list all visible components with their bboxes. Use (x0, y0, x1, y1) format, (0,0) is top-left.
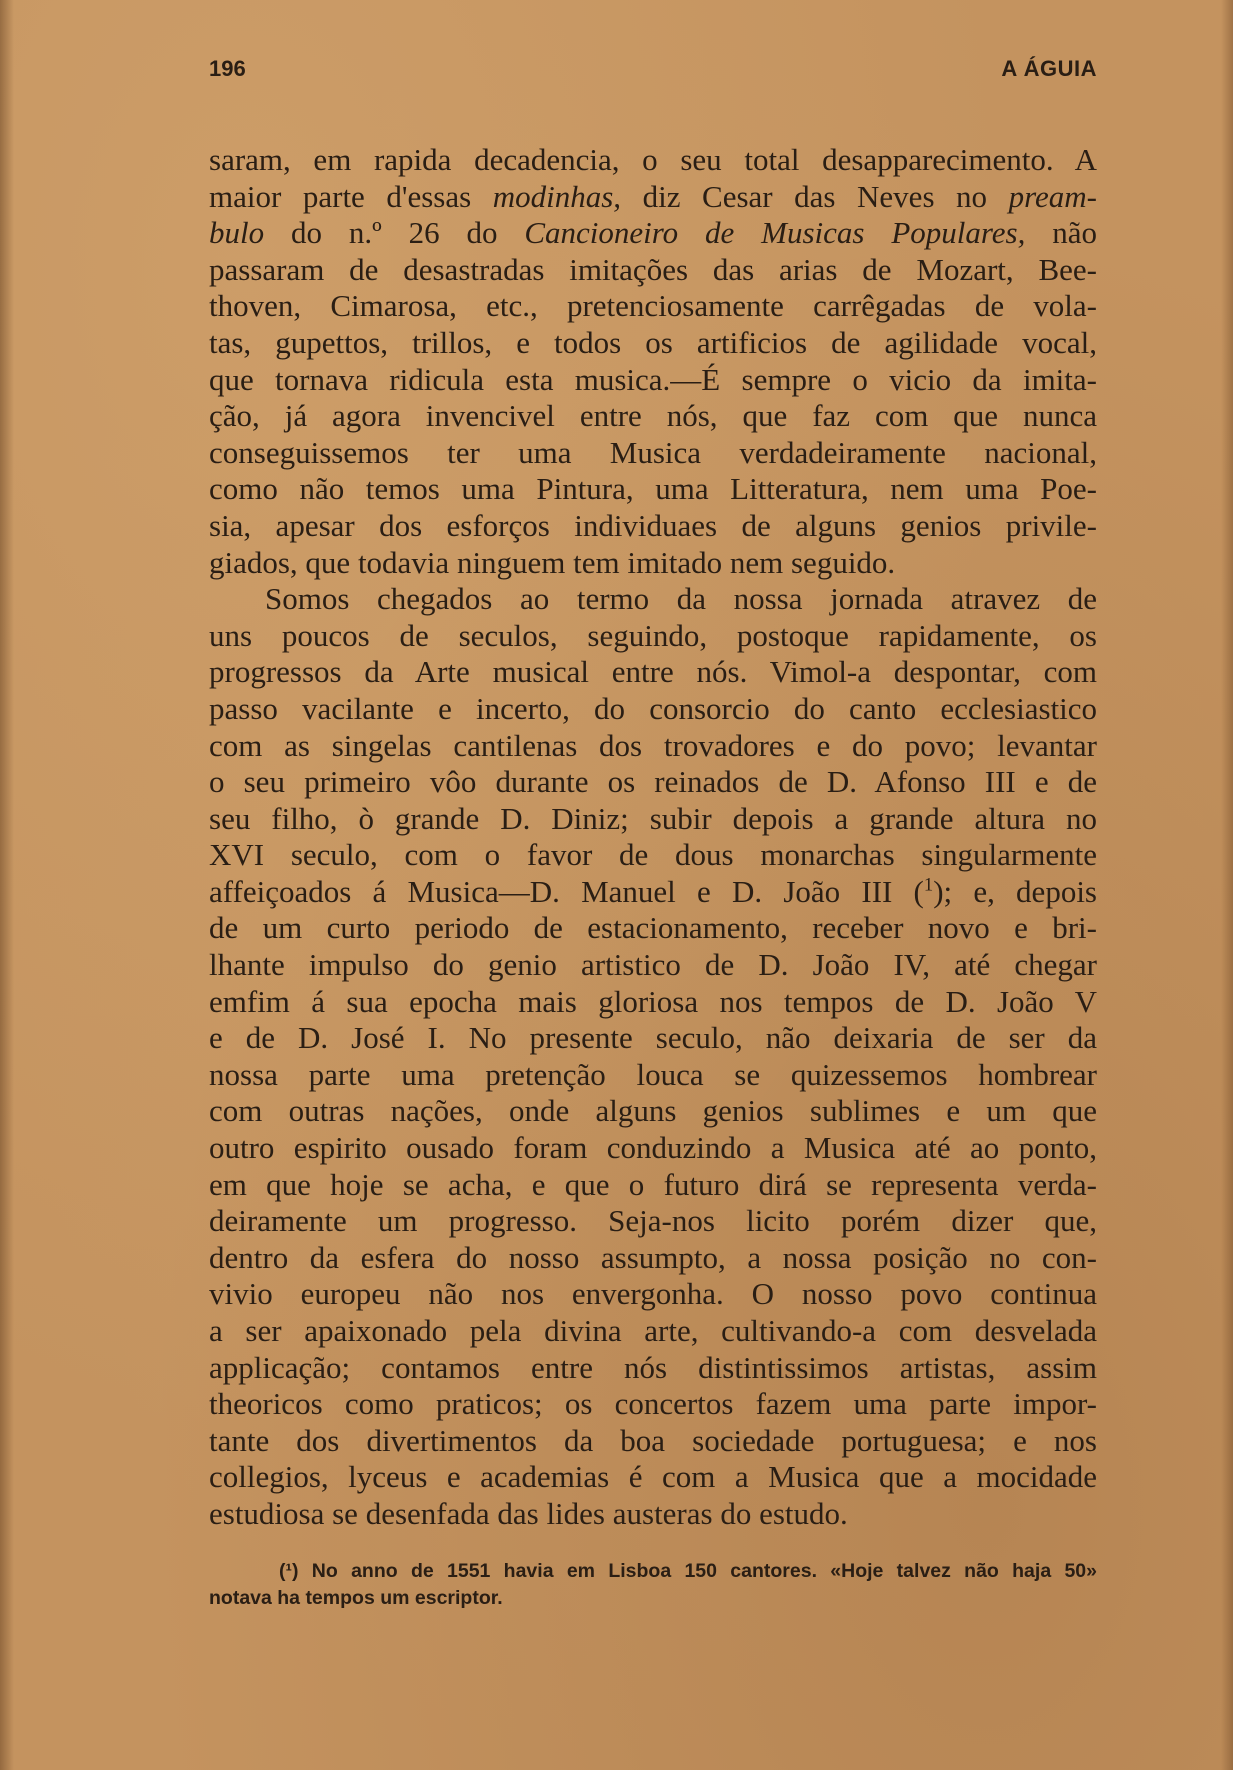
text-line: deiramente um progresso. Seja-nos licito porém dizer que, (209, 1203, 1097, 1239)
text-line: progressos da Arte musical entre nós. Vimol-a despontar, com (209, 654, 1097, 690)
text-line: bulo do n.º 26 do Cancioneiro de Musicas Populares, não (209, 215, 1097, 251)
text-line: collegios, lyceus e academias é com a Musica que a mocidade (209, 1459, 1097, 1495)
footnote-line: notava ha tempos um escriptor. (209, 1587, 503, 1609)
text-line: tante dos divertimentos da boa sociedade portuguesa; e nos (209, 1422, 1097, 1458)
text-line: sia, apesar dos esforços individuaes de alguns genios privile- (209, 507, 1097, 543)
text-line: passo vacilante e incerto, do consorcio do canto ecclesiastico (209, 690, 1097, 726)
page-edge-shadow-right (1221, 0, 1233, 1770)
text-line: com outras nações, onde alguns genios sublimes e um que (209, 1093, 1097, 1129)
footnote-reference: 1 (923, 874, 934, 896)
text-line: dentro da esfera do nosso assumpto, a nossa posição no con- (209, 1239, 1097, 1275)
text-line: de um curto periodo de estacionamento, receber novo e bri- (209, 910, 1097, 946)
text-line: como não temos uma Pintura, uma Litteratura, nem uma Poe- (209, 471, 1097, 507)
page-number: 196 (209, 56, 246, 81)
text-line: passaram de desastradas imitações das arias de Mozart, Bee- (209, 251, 1097, 287)
footnote-line: (¹) No anno de 1551 havia em Lisboa 150 cantores. «Hoje talvez não haja 50» (279, 1560, 1097, 1582)
text-line: affeiçoados á Musica—D. Manuel e D. João III ($^1$); e, depois (209, 873, 1097, 909)
page-header (209, 56, 1097, 86)
text-line: estudiosa se desenfada das lides austeras do estudo. (209, 1495, 848, 1531)
text-line: seu filho, ò grande D. Diniz; subir depois a grande altura no (209, 800, 1097, 836)
text-line: outro espirito ousado foram conduzindo a Musica até ao ponto, (209, 1130, 1097, 1166)
text-line: uns poucos de seculos, seguindo, postoque rapidamente, os (209, 617, 1097, 653)
text-line: com as singelas cantilenas dos trovadores e do povo; levantar (209, 727, 1097, 763)
text-line: saram, em rapida decadencia, o seu total desapparecimento. A (209, 142, 1097, 177)
body-text (209, 142, 1097, 1533)
text-line: o seu primeiro vôo durante os reinados de D. Afonso III e de (209, 764, 1097, 800)
text-line: XVI seculo, com o favor de dous monarchas singularmente (209, 837, 1097, 873)
text-line: theoricos como praticos; os concertos fazem uma parte impor- (209, 1386, 1097, 1422)
text-line: tas, gupettos, trillos, e todos os artificios de agilidade vocal, (209, 324, 1097, 360)
text-line: emfim á sua epocha mais gloriosa nos tempos de D. João V (209, 983, 1097, 1019)
page-edge-shadow-left (0, 0, 14, 1770)
text-line: giados, que todavia ninguem tem imitado nem seguido. (209, 544, 896, 580)
text-line: a ser apaixonado pela divina arte, cultivando-a com desvelada (209, 1313, 1097, 1348)
text-line: vivio europeu não nos envergonha. O nosso povo continua (209, 1276, 1097, 1312)
text-line: thoven, Cimarosa, etc., pretenciosamente carrêgadas de vola- (209, 288, 1097, 324)
running-head: A ÁGUIA (1001, 56, 1097, 81)
text-line: Somos chegados ao termo da nossa jornada atravez de (265, 581, 1097, 617)
footnote (209, 1558, 1097, 1612)
text-line: em que hoje se acha, e que o futuro dirá se representa verda- (209, 1166, 1097, 1202)
text-line: conseguissemos ter uma Musica verdadeiramente nacional, (209, 434, 1097, 470)
text-line: maior parte d'essas modinhas, diz Cesar das Neves no pream- (209, 178, 1097, 214)
text-line: ção, já agora invencivel entre nós, que faz com que nunca (209, 398, 1097, 434)
text-line: applicação; contamos entre nós distintissimos artistas, assim (209, 1349, 1097, 1385)
text-line: e de D. José I. No presente seculo, não deixaria de ser da (209, 1020, 1097, 1056)
text-line: que tornava ridicula esta musica.—É sempre o vicio da imita- (209, 361, 1097, 397)
text-line: nossa parte uma pretenção louca se quizessemos hombrear (209, 1056, 1097, 1092)
text-line: lhante impulso do genio artistico de D. João IV, até chegar (209, 947, 1097, 983)
